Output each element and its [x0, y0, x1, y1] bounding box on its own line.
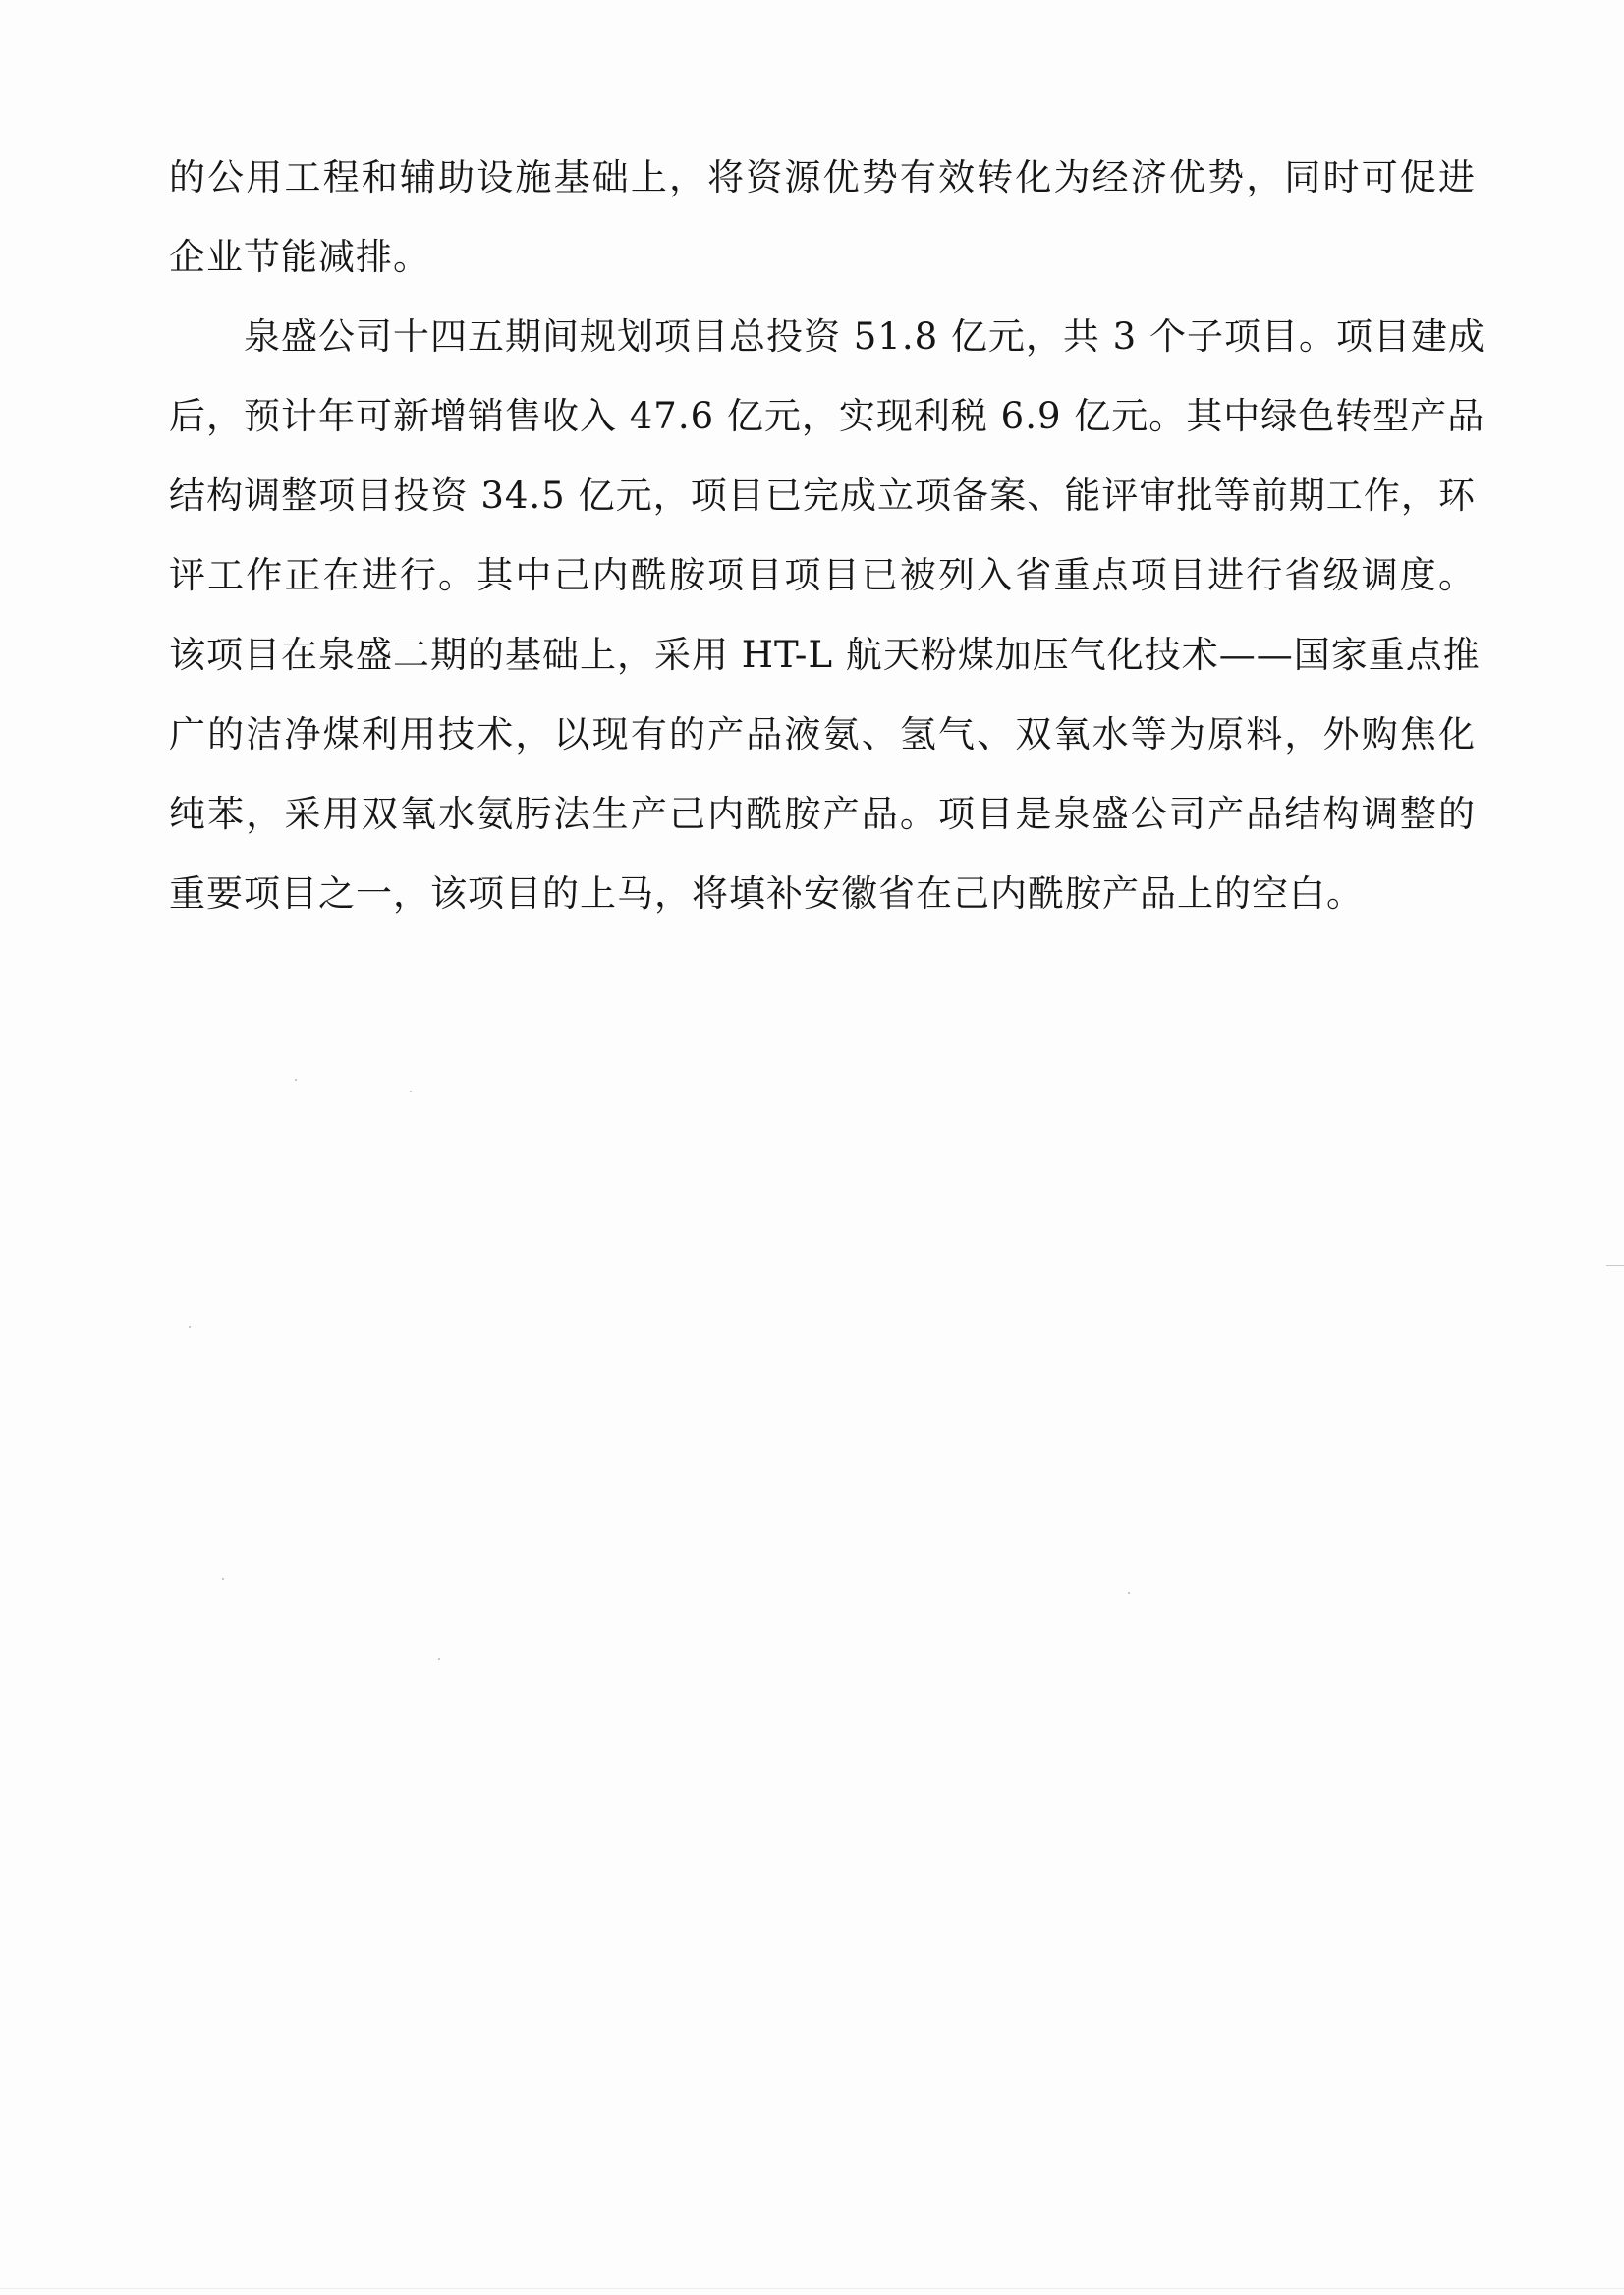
scan-speck: [438, 1658, 440, 1660]
body-text: [169, 138, 1485, 933]
scan-speck: [410, 1091, 412, 1092]
scan-speck: [295, 1079, 297, 1081]
text-line: 泉盛公司十四五期间规划项目总投资 51.8 亿元，共 3 个子项目。项目建成: [244, 315, 1485, 358]
text-line: 该项目在泉盛二期的基础上，采用 HT-L 航天粉煤加压气化技术——国家重点推: [169, 634, 1481, 676]
text-line: 评工作正在进行。其中己内酰胺项目项目已被列入省重点项目进行省级调度。: [169, 554, 1476, 596]
scan-speck: [222, 1578, 224, 1580]
text-line: 纯苯，采用双氧水氨肟法生产己内酰胺产品。项目是泉盛公司产品结构调整的: [169, 793, 1476, 835]
scan-edge-mark: [1606, 1265, 1624, 1266]
scan-bottom-edge: [0, 2288, 1624, 2289]
text-line: 后，预计年可新增销售收入 47.6 亿元，实现利税 6.9 亿元。其中绿色转型产品: [169, 395, 1485, 437]
text-line: 结构调整项目投资 34.5 亿元，项目已完成立项备案、能评审批等前期工作，环: [169, 475, 1476, 517]
text-line: 广的洁净煤利用技术，以现有的产品液氨、氢气、双氧水等为原料，外购焦化: [169, 713, 1476, 756]
text-line: 重要项目之一，该项目的上马，将填补安徽省在己内酰胺产品上的空白。: [169, 872, 1364, 915]
text-line: 企业节能减排。: [169, 236, 430, 278]
scan-speck: [1128, 1592, 1130, 1594]
text-line: 的公用工程和辅助设施基础上，将资源优势有效转化为经济优势，同时可促进: [169, 156, 1476, 198]
scan-speck: [189, 1326, 191, 1328]
